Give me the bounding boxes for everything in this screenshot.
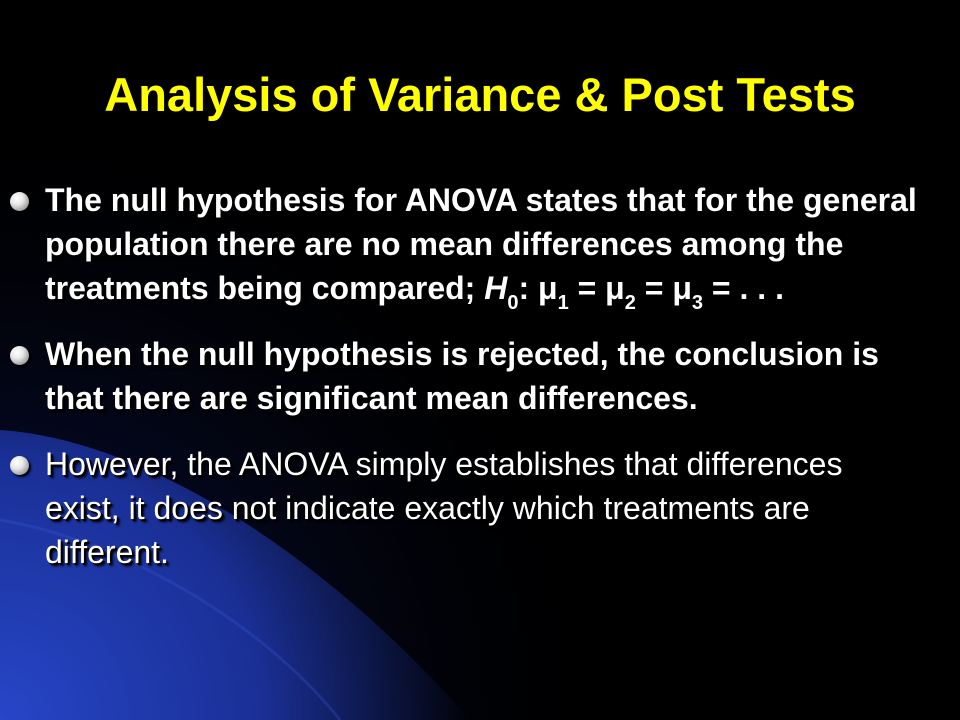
bullet-text: When the null hypothesis is rejected, the conclusion is that there are significant mean differences. (45, 336, 879, 416)
bullet-dot-icon (10, 456, 29, 475)
bullet-dot-icon (10, 346, 29, 365)
bullet-dot-icon (10, 192, 29, 211)
subscript: 3 (691, 292, 704, 314)
bullet-text: The null hypothesis for ANOVA states that for the general population there are no mean differences among the treatments being compared; (45, 182, 917, 306)
formula-part: : μ (518, 270, 558, 306)
hypothesis-symbol: H (484, 270, 508, 306)
subscript: 1 (557, 292, 569, 314)
subscript: 0 (507, 292, 519, 314)
subscript: 2 (624, 292, 636, 314)
bullet-text: However, the ANOVA simply establishes that differences exist, it does not indicate exactly which treatments are different. (45, 446, 843, 570)
formula-part: = μ (635, 270, 692, 306)
slide-title: Analysis of Variance & Post Tests (104, 68, 856, 121)
bullet-list (0, 178, 960, 596)
bullet-item-however (0, 442, 960, 574)
bullet-item-null-hypothesis (0, 178, 960, 314)
formula-part: = μ (568, 270, 625, 306)
formula-part: = . . . (703, 270, 784, 306)
bullet-item-rejected (0, 332, 960, 420)
